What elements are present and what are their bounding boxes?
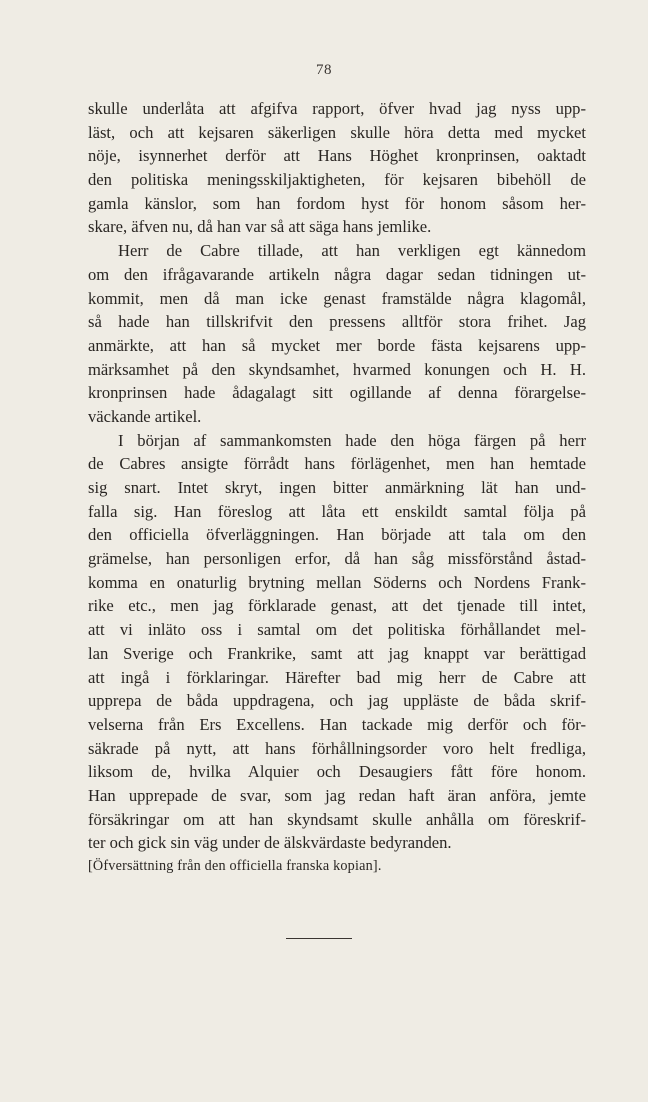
- text-line: grämelse, han personligen erfor, då han såg missförstånd åstad-: [88, 549, 586, 569]
- text-line: skulle underlåta att afgifva rapport, öfver hvad jag nyss upp-: [88, 99, 586, 118]
- text-line: läst, och att kejsaren säkerligen skulle höra detta med mycket: [88, 122, 586, 142]
- text-line: om den ifrågavarande artikeln några dagar sedan tidningen ut-: [88, 264, 586, 284]
- translation-note: [Öfversättning från den officiella franska kopian].: [88, 858, 382, 874]
- text-line: skare, äfven nu, då han var så att säga hans jemlike.: [88, 217, 432, 237]
- text-line: sig snart. Intet skryt, ingen bitter anmärkning lät han und-: [88, 478, 586, 497]
- body-text: [88, 97, 586, 879]
- text-line: nöje, isynnerhet derför att Hans Höghet kronprinsen, oaktadt: [88, 146, 586, 166]
- text-line: I början af sammankomsten hade den höga färgen på herr: [118, 430, 586, 450]
- text-line: komma en onaturlig brytning mellan Söderns och Nordens Frank-: [88, 572, 586, 592]
- text-line: de Cabres ansigte förrådt hans förlägenhet, men han hemtade: [88, 454, 586, 474]
- text-line: velserna från Ers Excellens. Han tackade mig derför och för-: [88, 714, 586, 734]
- text-line: Herr de Cabre tillade, att han verkligen egt kännedom: [118, 241, 586, 261]
- text-line: lan Sverige och Frankrike, samt att jag knappt var berättigad: [88, 643, 586, 663]
- text-line: liksom de, hvilka Alquier och Desaugiers fått före honom.: [88, 762, 586, 782]
- text-line: falla sig. Han föreslog att låta ett enskildt samtal följa på: [88, 501, 586, 521]
- text-line: försäkringar om att han skyndsamt skulle anhålla om föreskrif-: [88, 809, 586, 829]
- text-line: att vi inläto oss i samtal om det politiska förhållandet mel-: [88, 620, 586, 640]
- page-number: 78: [316, 62, 332, 78]
- text-line: så hade han tillskrifvit den pressens alltför stora frihet. Jag: [88, 312, 586, 332]
- text-line: rike etc., men jag förklarade genast, att det tjenade till intet,: [88, 596, 586, 616]
- text-line: den officiella öfverläggningen. Han började att tala om den: [88, 525, 586, 545]
- text-line: kommit, men då man icke genast framstälde några klagomål,: [88, 288, 586, 308]
- text-line: gamla känslor, som han fordom hyst för honom såsom her-: [88, 193, 586, 213]
- text-line: den politiska meningsskiljaktigheten, för kejsaren bibehöll de: [88, 170, 586, 190]
- text-line: Han upprepade de svar, som jag redan haft äran anföra, jemte: [88, 785, 586, 805]
- text-line: att ingå i förklaringar. Härefter bad mig herr de Cabre att: [88, 667, 586, 687]
- text-line: upprepa de båda uppdragena, och jag uppläste de båda skrif-: [88, 691, 586, 711]
- text-line: väckande artikel.: [88, 406, 202, 426]
- text-line: märksamhet på den skyndsamhet, hvarmed konungen och H. H.: [88, 359, 586, 379]
- text-line: anmärkte, att han så mycket mer borde fästa kejsarens upp-: [88, 335, 586, 355]
- section-rule: [286, 938, 352, 939]
- text-line: ter och gick sin väg under de älskvärdaste bedyranden.: [88, 833, 452, 853]
- text-line: kronprinsen hade ådagalagt sitt ogillande af denna förargelse-: [88, 383, 586, 403]
- text-line: säkrade på nytt, att hans förhållningsorder voro helt fredliga,: [88, 738, 586, 758]
